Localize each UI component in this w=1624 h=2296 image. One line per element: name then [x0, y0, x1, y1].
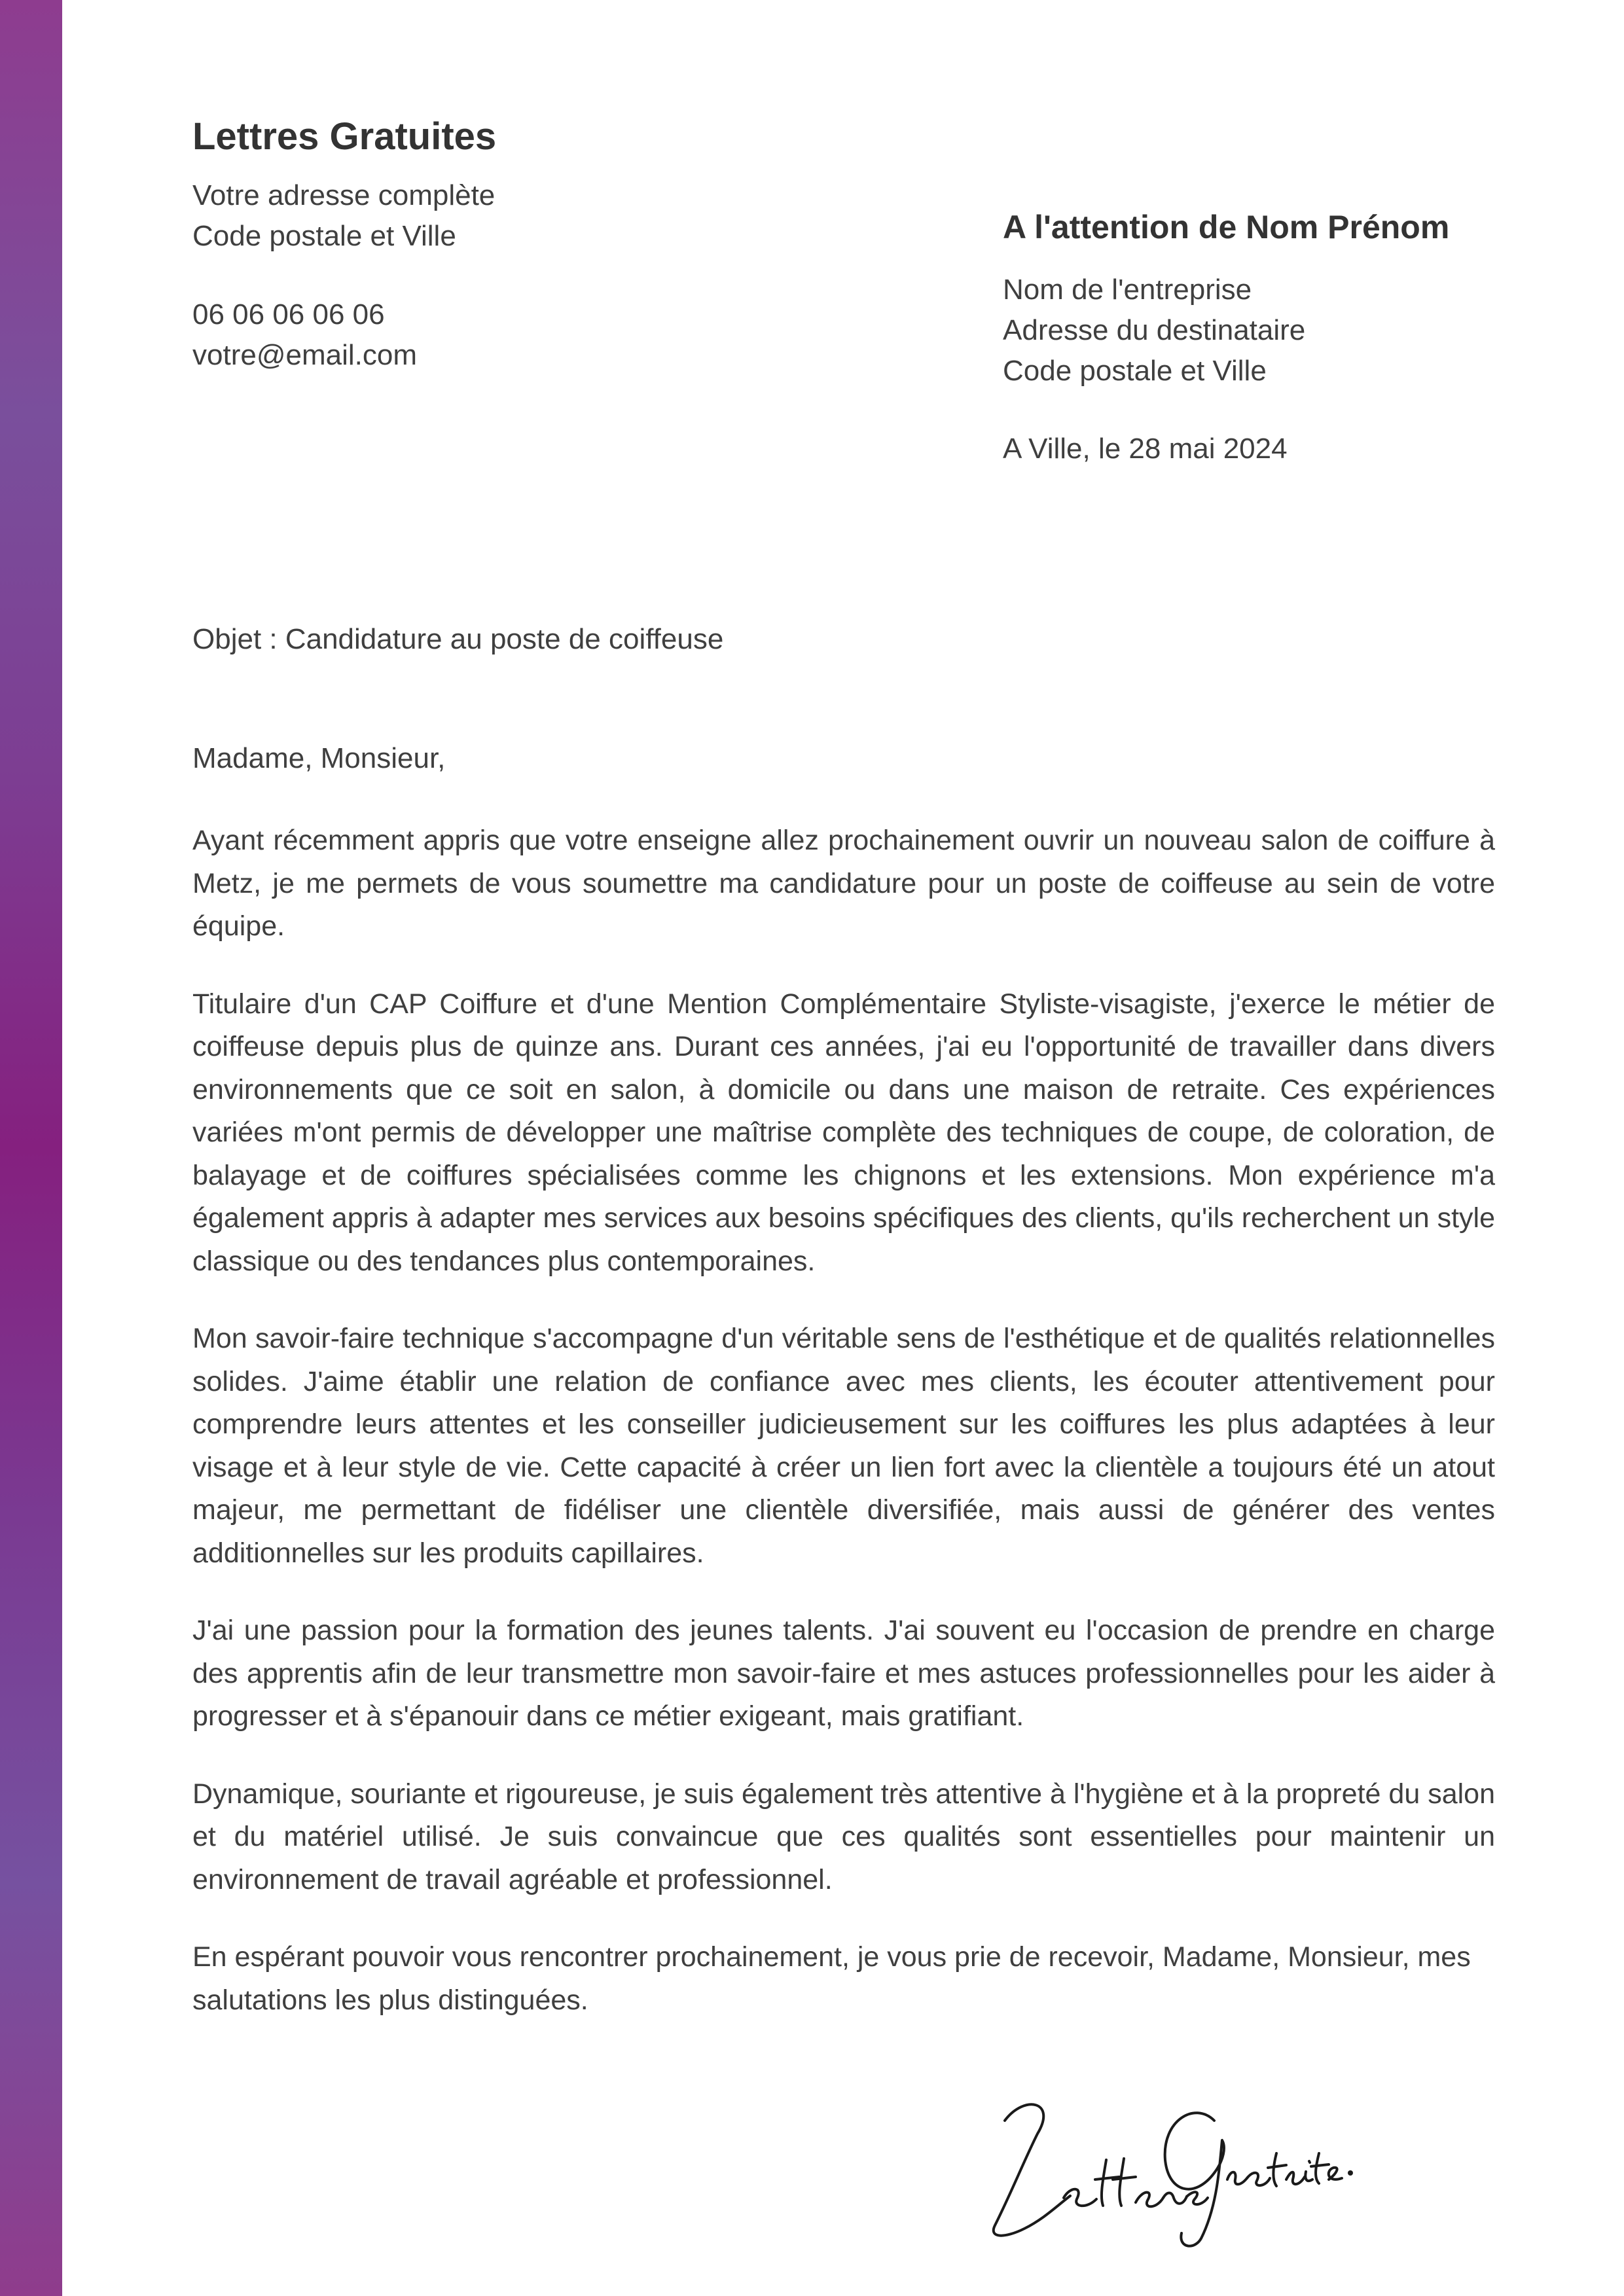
- body-paragraph: J'ai une passion pour la formation des jeunes talents. J'ai souvent eu l'occasion de prendre en charge des apprentis afin de leur transmettre mon savoir-faire et mes astuces professionnelles pour les aider à progresser et à s'épanouir dans ce métier exigeant, mais gratifiant.: [192, 1615, 1495, 1732]
- decorative-sidebar: [0, 0, 62, 2296]
- body-paragraph: Titulaire d'un CAP Coiffure et d'une Mention Complémentaire Styliste-visagiste, j'exerce le métier de coiffeuse depuis plus de quinze ans. Durant ces années, j'ai eu l'opportunité de travailler dans divers environnements que ce soit en salon, à domicile ou dans une maison de retraite. Ces expériences variées m'ont permis de développer une maîtrise complète des techniques de coupe, de coloration, de balayage et de coiffures spécialisées comme les chignons et les extensions. Mon expérience m'a également appris à adapter mes services aux besoins spécifiques des clients, qu'ils recherchent un style classique ou des tendances plus contemporaines.: [192, 988, 1495, 1277]
- recipient-attention: A l'attention de Nom Prénom: [1003, 209, 1450, 245]
- handwritten-signature: [979, 2081, 1358, 2251]
- recipient-company: Nom de l'entreprise: [1003, 274, 1252, 306]
- sender-email: votre@email.com: [192, 339, 417, 371]
- body-paragraph: Ayant récemment appris que votre enseigne allez prochainement ouvrir un nouveau salon de coiffure à Metz, je me permets de vous soumettre ma candidature pour un poste de coiffeuse au sein de votre équipe.: [192, 825, 1495, 942]
- sender-address-line1: Votre adresse complète: [192, 179, 496, 211]
- letter-body: [192, 819, 1495, 2056]
- sender-phone: 06 06 06 06 06: [192, 298, 385, 331]
- letter-salutation: Madame, Monsieur,: [192, 742, 446, 774]
- sender-name: Lettres Gratuites: [192, 115, 497, 158]
- letter-closing: En espérant pouvoir vous rencontrer prochainement, je vous prie de recevoir, Madame, Monsieur, mes salutations les plus distinguées.: [192, 1941, 1471, 2016]
- body-paragraph: Dynamique, souriante et rigoureuse, je suis également très attentive à l'hygiène et à la propreté du salon et du matériel utilisé. Je suis convaincue que ces qualités sont essentielles pour maintenir un environnement de travail agréable et professionnel.: [192, 1778, 1495, 1895]
- letter-date: A Ville, le 28 mai 2024: [1003, 433, 1288, 465]
- recipient-address: Adresse du destinataire: [1003, 314, 1306, 346]
- sender-address-line2: Code postale et Ville: [192, 220, 456, 252]
- body-paragraph: Mon savoir-faire technique s'accompagne d'un véritable sens de l'esthétique et de qualités relationnelles solides. J'aime établir une relation de confiance avec mes clients, les écouter attentivement pour comprendre leurs attentes et les conseiller judicieusement sur les coiffures les plus adaptées à leur visage et à leur style de vie. Cette capacité à créer un lien fort avec la clientèle a toujours été un atout majeur, me permettant de fidéliser une clientèle diversifiée, mais aussi de générer des ventes additionnelles sur les produits capillaires.: [192, 1323, 1495, 1569]
- letter-subject: Objet : Candidature au poste de coiffeuse: [192, 623, 724, 655]
- recipient-city: Code postale et Ville: [1003, 355, 1267, 387]
- sender-block: [192, 110, 782, 376]
- recipient-block: [1003, 204, 1592, 391]
